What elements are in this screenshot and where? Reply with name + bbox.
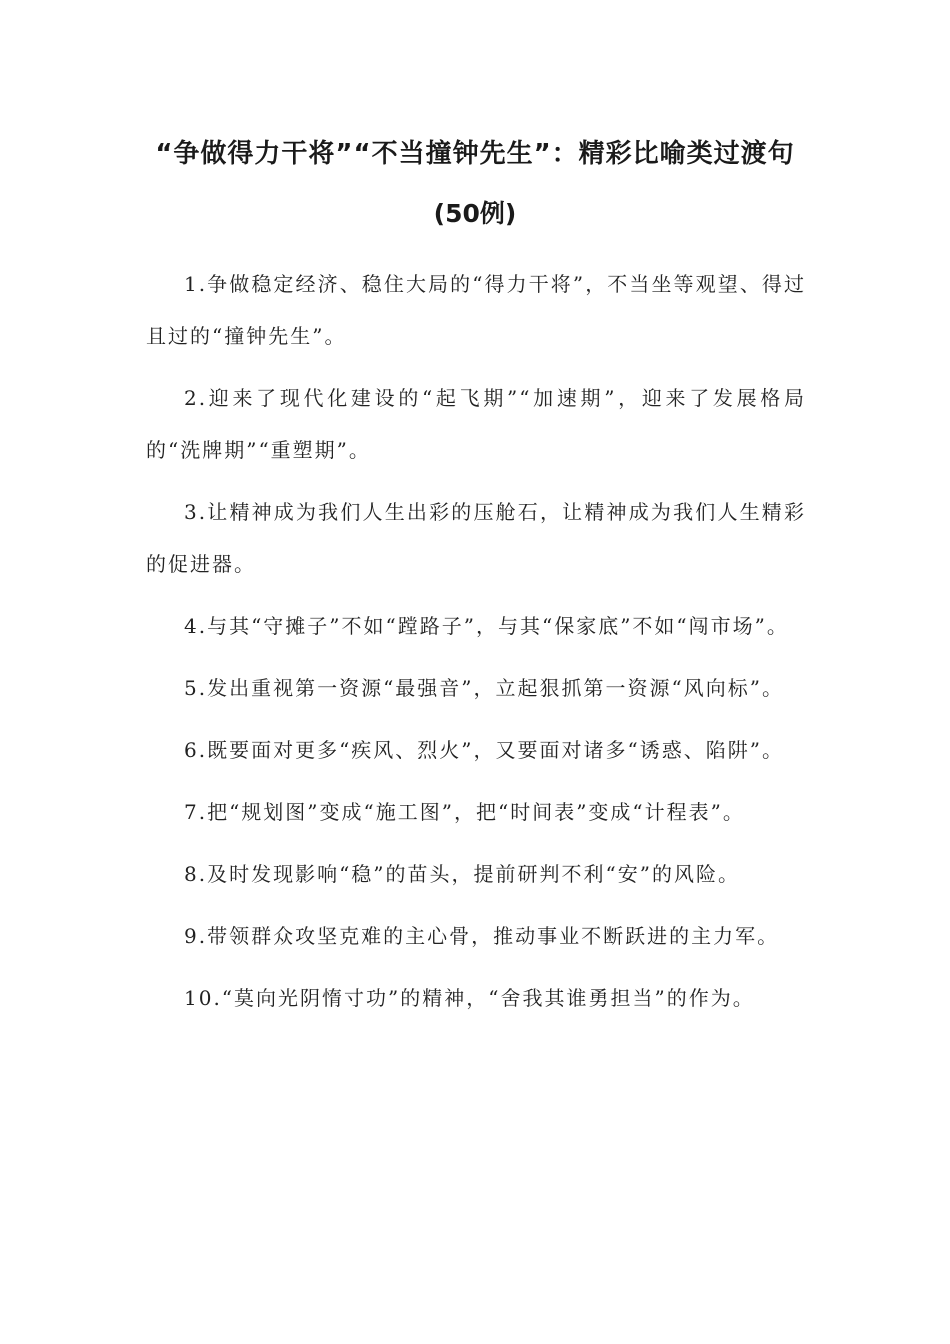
list-item-4: 4.与其“守摊子”不如“蹚路子”，与其“保家底”不如“闯市场”。 xyxy=(184,614,789,638)
list-item-9: 9.带领群众攻坚克难的主心骨，推动事业不断跃进的主力军。 xyxy=(184,924,780,948)
list-item-5: 5.发出重视第一资源“最强音”，立起狠抓第一资源“风向标”。 xyxy=(184,676,784,700)
document-subtitle: (50例) xyxy=(433,199,517,228)
list-item-1: 1.争做稳定经济、稳住大局的“得力干将”，不当坐等观望、得过且过的“撞钟先生”。 xyxy=(146,272,806,348)
list-item-10: 10.“莫向光阴惰寸功”的精神，“舍我其谁勇担当”的作为。 xyxy=(184,986,755,1010)
item-list xyxy=(146,258,806,1034)
list-item-8: 8.及时发现影响“稳”的苗头，提前研判不利“安”的风险。 xyxy=(184,862,740,886)
list-item-7: 7.把“规划图”变成“施工图”，把“时间表”变成“计程表”。 xyxy=(184,800,745,824)
document-title: “争做得力干将”“不当撞钟先生”：精彩比喻类过渡句 xyxy=(155,139,795,169)
list-item-3: 3.让精神成为我们人生出彩的压舱石，让精神成为我们人生精彩的促进器。 xyxy=(146,500,806,576)
list-item-6: 6.既要面对更多“疾风、烈火”，又要面对诸多“诱惑、陷阱”。 xyxy=(184,738,784,762)
list-item-2: 2.迎来了现代化建设的“起飞期”“加速期”，迎来了发展格局的“洗牌期”“重塑期”。 xyxy=(146,386,806,462)
